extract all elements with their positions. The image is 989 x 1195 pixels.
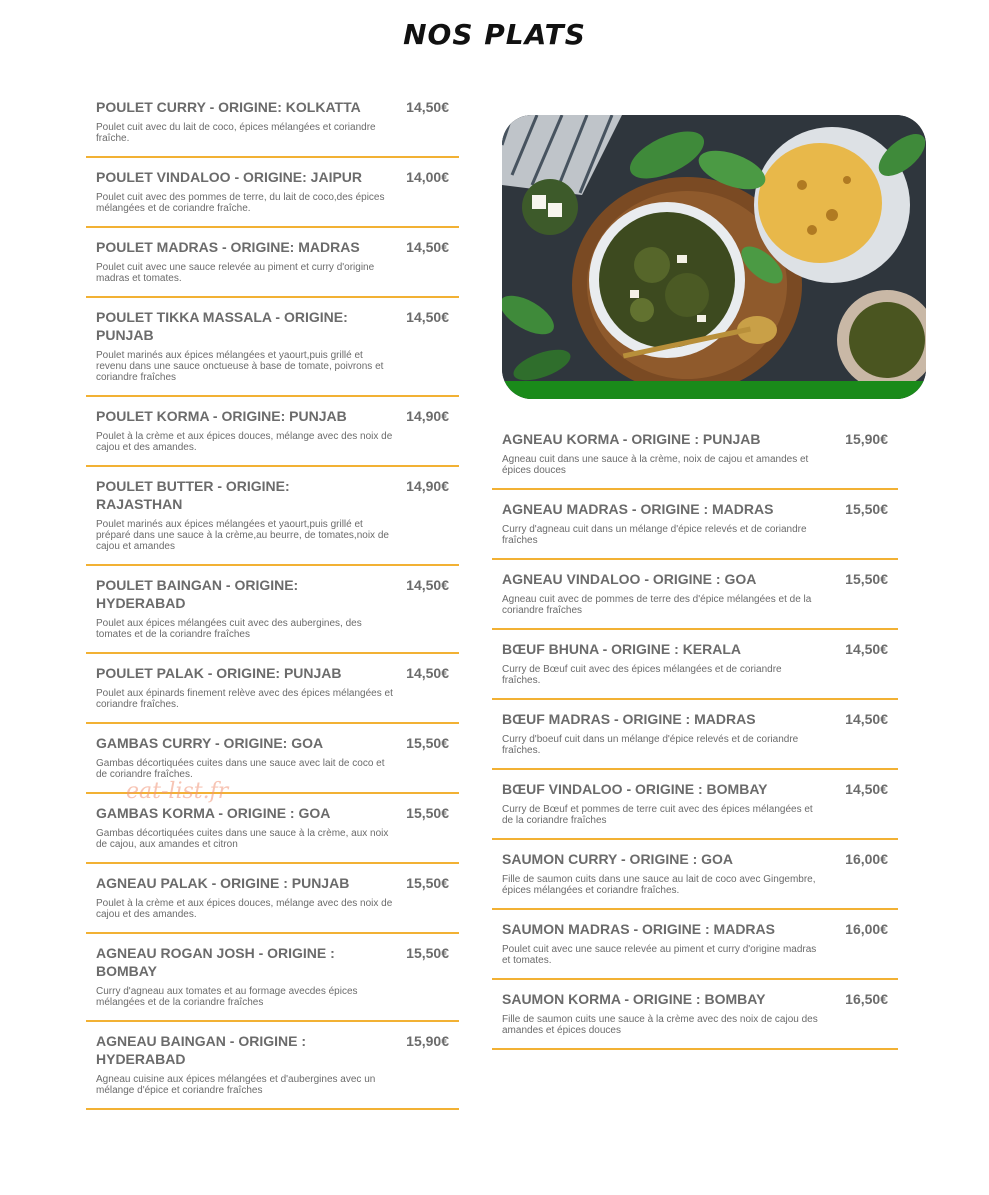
- dish-name: POULET PALAK - ORIGINE: PUNJAB: [96, 665, 342, 681]
- menu-column-left: [86, 88, 459, 1110]
- dish-price: 14,50€: [406, 309, 449, 325]
- menu-item-head: [96, 576, 449, 612]
- dish-price: 15,90€: [845, 431, 888, 447]
- dish-description: Fille de saumon cuits une sauce à la crème avec des noix de cajou des amandes et épices douces: [502, 1014, 818, 1036]
- food-photo-illustration: [502, 115, 926, 399]
- dish-description: Poulet aux épinards finement relève avec des épices mélangées et coriandre fraîches.: [96, 688, 393, 710]
- menu-item-head: [96, 98, 449, 116]
- dish-name: POULET KORMA - ORIGINE: PUNJAB: [96, 408, 347, 424]
- menu-item-head: [96, 874, 449, 892]
- menu-item-head: [502, 780, 888, 798]
- dish-description: Curry de Bœuf cuit avec des épices mélangées et de coriandre fraîches.: [502, 664, 782, 686]
- dish-description: Poulet cuit avec des pommes de terre, du lait de coco,des épices mélangées et de coriandre fraîche.: [96, 192, 385, 214]
- dish-price: 15,50€: [406, 735, 449, 751]
- menu-item: [492, 770, 898, 840]
- indian-curry-photo: [502, 115, 926, 399]
- menu-item: [86, 467, 459, 566]
- page-title: NOS PLATS: [403, 18, 586, 51]
- menu-column-right: [492, 420, 898, 1050]
- menu-item: [86, 566, 459, 654]
- dish-name: AGNEAU MADRAS - ORIGINE : MADRAS: [502, 501, 774, 517]
- menu-item: [86, 794, 459, 864]
- dish-description: Poulet cuit avec du lait de coco, épices mélangées et coriandre fraîche.: [96, 122, 376, 144]
- menu-item-head: [96, 238, 449, 256]
- dish-description: Poulet marinés aux épices mélangées et yaourt,puis grillé et revenu dans une sauce onctueuse à base de tomate, poivrons et coriandre fraîches: [96, 350, 384, 383]
- menu-item-head: [502, 640, 888, 658]
- dish-price: 14,50€: [845, 781, 888, 797]
- dish-name: POULET TIKKA MASSALA - ORIGINE: PUNJAB: [96, 309, 348, 343]
- dish-name: POULET CURRY - ORIGINE: KOLKATTA: [96, 99, 361, 115]
- dish-price: 15,50€: [845, 501, 888, 517]
- menu-item-head: [96, 168, 449, 186]
- menu-item-head: [502, 500, 888, 518]
- menu-item: [492, 910, 898, 980]
- watermark-text: eat-list.fr: [126, 779, 229, 804]
- dish-description: Gambas décortiquées cuites dans une sauce à la crème, aux noix de cajou, aux amandes et citron: [96, 828, 389, 850]
- menu-item-head: [96, 1032, 449, 1068]
- menu-item-head: [502, 710, 888, 728]
- menu-item-head: [96, 308, 449, 344]
- dish-price: 14,50€: [406, 577, 449, 593]
- dish-name: AGNEAU PALAK - ORIGINE : PUNJAB: [96, 875, 350, 891]
- dish-description: Poulet marinés aux épices mélangées et yaourt,puis grillé et préparé dans une sauce à la crème,au beurre, de tomates,noix de cajou et amandes: [96, 519, 389, 552]
- dish-name: SAUMON CURRY - ORIGINE : GOA: [502, 851, 734, 867]
- menu-item-head: [502, 990, 888, 1008]
- dish-name: SAUMON KORMA - ORIGINE : BOMBAY: [502, 991, 766, 1007]
- dish-name: POULET VINDALOO - ORIGINE: JAIPUR: [96, 169, 363, 185]
- menu-item: [492, 630, 898, 700]
- menu-item: [86, 397, 459, 467]
- menu-item-head: [96, 477, 449, 513]
- menu-item: [86, 158, 459, 228]
- dish-description: Poulet cuit avec une sauce relevée au piment et curry d'origine madras et tomates.: [502, 944, 817, 966]
- dish-description: Agneau cuit avec de pommes de terre des d'épice mélangées et de la coriandre fraîches: [502, 594, 812, 616]
- dish-price: 14,50€: [406, 239, 449, 255]
- menu-item-head: [502, 570, 888, 588]
- menu-item-head: [96, 944, 449, 980]
- dish-description: Agneau cuit dans une sauce à la crème, noix de cajou et amandes et épices douces: [502, 454, 809, 476]
- dish-name: POULET BUTTER - ORIGINE: RAJASTHAN: [96, 478, 290, 512]
- dish-name: AGNEAU BAINGAN - ORIGINE : HYDERABAD: [96, 1033, 306, 1067]
- dish-description: Poulet à la crème et aux épices douces, mélange avec des noix de cajou et des amandes.: [96, 898, 393, 920]
- dish-name: POULET MADRAS - ORIGINE: MADRAS: [96, 239, 360, 255]
- dish-description: Poulet cuit avec une sauce relevée au piment et curry d'origine madras et tomates.: [96, 262, 375, 284]
- dish-price: 14,90€: [406, 478, 449, 494]
- dish-description: Fille de saumon cuits dans une sauce au lait de coco avec Gingembre, épices mélangées et coriandre fraîches.: [502, 874, 816, 896]
- dish-price: 16,00€: [845, 851, 888, 867]
- dish-description: Poulet à la crème et aux épices douces, mélange avec des noix de cajou et des amandes.: [96, 431, 393, 453]
- menu-item: [86, 654, 459, 724]
- dish-price: 16,50€: [845, 991, 888, 1007]
- dish-name: BŒUF BHUNA - ORIGINE : KERALA: [502, 641, 742, 657]
- dish-name: AGNEAU KORMA - ORIGINE : PUNJAB: [502, 431, 761, 447]
- menu-item: [86, 228, 459, 298]
- dish-price: 15,50€: [406, 875, 449, 891]
- dish-description: Poulet aux épices mélangées cuit avec des aubergines, des tomates et de la coriandre fraîches: [96, 618, 362, 640]
- dish-price: 15,90€: [406, 1033, 449, 1049]
- dish-price: 14,90€: [406, 408, 449, 424]
- dish-price: 14,50€: [406, 665, 449, 681]
- dish-description: Agneau cuisine aux épices mélangées et d'aubergines avec un mélange d'épice et coriandre fraîches: [96, 1074, 376, 1096]
- dish-price: 14,00€: [406, 169, 449, 185]
- dish-name: AGNEAU VINDALOO - ORIGINE : GOA: [502, 571, 757, 587]
- dish-price: 16,00€: [845, 921, 888, 937]
- dish-name: SAUMON MADRAS - ORIGINE : MADRAS: [502, 921, 775, 937]
- dish-name: POULET BAINGAN - ORIGINE: HYDERABAD: [96, 577, 299, 611]
- menu-item: [492, 840, 898, 910]
- dish-price: 14,50€: [845, 641, 888, 657]
- dish-name: GAMBAS CURRY - ORIGINE: GOA: [96, 735, 324, 751]
- dish-price: 15,50€: [406, 805, 449, 821]
- menu-item-head: [96, 734, 449, 752]
- dish-description: Gambas décortiquées cuites dans une sauce avec lait de coco et de coriandre fraîches.: [96, 758, 385, 780]
- menu-item: [492, 490, 898, 560]
- menu-item-head: [96, 407, 449, 425]
- dish-description: Curry d'agneau aux tomates et au formage avecdes épices mélangées et de la coriandre fraîches: [96, 986, 358, 1008]
- menu-item: [492, 700, 898, 770]
- dish-name: BŒUF MADRAS - ORIGINE : MADRAS: [502, 711, 756, 727]
- menu-item-head: [502, 850, 888, 868]
- menu-item: [86, 88, 459, 158]
- dish-description: Curry d'agneau cuit dans un mélange d'épice relevés et de coriandre fraîches: [502, 524, 807, 546]
- dish-price: 15,50€: [845, 571, 888, 587]
- menu-item-head: [96, 664, 449, 682]
- dish-price: 15,50€: [406, 945, 449, 961]
- dish-description: Curry d'boeuf cuit dans un mélange d'épice relevés et de coriandre fraîches.: [502, 734, 799, 756]
- menu-item: [492, 420, 898, 490]
- menu-item: [86, 864, 459, 934]
- dish-price: 14,50€: [845, 711, 888, 727]
- dish-name: BŒUF VINDALOO - ORIGINE : BOMBAY: [502, 781, 768, 797]
- menu-item: [86, 934, 459, 1022]
- menu-item: [492, 980, 898, 1050]
- dish-name: AGNEAU ROGAN JOSH - ORIGINE : BOMBAY: [96, 945, 335, 979]
- menu-item-head: [96, 804, 449, 822]
- dish-description: Curry de Bœuf et pommes de terre cuit avec des épices mélangées et de la coriandre fraîches: [502, 804, 813, 826]
- menu-item: [86, 1022, 459, 1110]
- menu-item: [492, 560, 898, 630]
- dish-price: 14,50€: [406, 99, 449, 115]
- menu-item-head: [502, 920, 888, 938]
- menu-item-head: [502, 430, 888, 448]
- dish-name: GAMBAS KORMA - ORIGINE : GOA: [96, 805, 331, 821]
- menu-item: [86, 298, 459, 397]
